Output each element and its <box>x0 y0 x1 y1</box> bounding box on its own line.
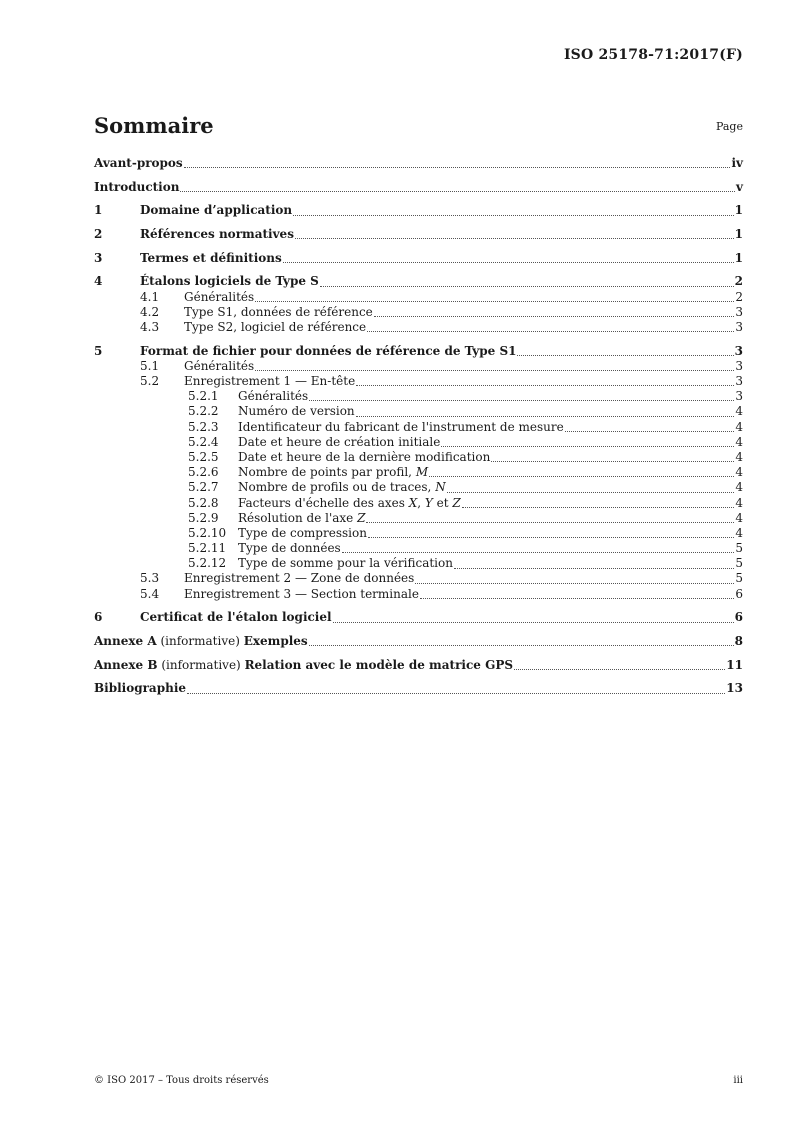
toc-entry[interactable] <box>94 511 743 526</box>
toc-entry-number: 5.2.10 <box>188 525 227 540</box>
toc-entry-title <box>184 305 373 320</box>
toc-entry-title-part: Facteurs d'échelle des axes <box>238 495 409 510</box>
toc-entry-number: 5.2.8 <box>188 495 219 510</box>
toc-entry-number: 5.2.11 <box>188 541 227 556</box>
toc-dot-leader <box>187 692 725 694</box>
toc-entry-page: 3 <box>735 389 743 404</box>
toc-entry-title-part: Z <box>357 510 366 525</box>
toc-entry-number: 4.2 <box>140 304 160 319</box>
toc-entry[interactable] <box>94 203 743 218</box>
standard-identifier: ISO 25178-71:2017(F) <box>563 47 743 63</box>
toc-entry[interactable] <box>94 420 743 435</box>
toc-entry-number: 5.1 <box>140 358 160 373</box>
toc-entry[interactable] <box>94 572 743 587</box>
toc-entry[interactable] <box>94 305 743 320</box>
toc-entry-number: 5 <box>94 343 103 358</box>
toc-dot-leader <box>447 491 735 493</box>
toc-entry[interactable] <box>94 156 743 171</box>
toc-entry-title-part: Type S1, données de référence <box>184 304 373 319</box>
toc-entry-title-part: M <box>415 465 429 480</box>
toc-dot-leader <box>309 399 734 401</box>
toc-entry-title <box>238 526 367 541</box>
toc-entry-title <box>94 180 179 195</box>
toc-entry-number: 4.3 <box>140 319 160 334</box>
toc-entry-page: 1 <box>734 227 743 242</box>
toc-entry-number: 2 <box>94 227 103 242</box>
toc-entry-title-part: Type de somme pour la vérification <box>238 556 453 571</box>
toc-entry-title <box>238 480 446 495</box>
toc-dot-leader <box>454 567 734 569</box>
toc-entry[interactable] <box>94 681 743 696</box>
toc-entry-title <box>238 465 428 480</box>
toc-dot-leader <box>283 261 734 263</box>
toc-entry-title-part: Type S2, logiciel de référence <box>184 319 367 334</box>
toc-entry-title <box>238 389 308 404</box>
toc-entry-number: 5.2.2 <box>188 404 219 419</box>
toc-entry-page: 3 <box>735 319 743 334</box>
toc-entry-title <box>238 404 355 419</box>
toc-entry-title-part: Date et heure de création initiale <box>238 434 441 449</box>
toc-entry-page: 6 <box>735 586 743 601</box>
toc-entry-number: 5.3 <box>140 571 160 586</box>
toc-entry-title <box>184 587 419 602</box>
toc-entry-title-part: Enregistrement 1 — En-tête <box>184 374 356 389</box>
toc-entry-title-part: Généralités <box>238 389 309 404</box>
toc-entry-title <box>140 610 332 625</box>
toc-entry-title <box>140 344 516 359</box>
toc-entry-title-part: N <box>435 480 446 495</box>
toc-entry-number: 5.2.12 <box>188 556 227 571</box>
toc-entry-title <box>184 290 254 305</box>
toc-entry-page: 5 <box>735 541 743 556</box>
toc-entry-title-part: Annexe B <box>94 657 158 672</box>
toc-entry-page: iv <box>731 155 743 170</box>
toc-entry[interactable] <box>94 389 743 404</box>
toc-entry-title-part: Type de compression <box>238 525 367 540</box>
toc-dot-leader <box>368 536 734 538</box>
toc-entry-page: 4 <box>735 495 743 510</box>
toc-entry-title <box>140 203 292 218</box>
toc-entry[interactable] <box>94 251 743 266</box>
toc-entry-title <box>184 571 414 586</box>
toc-entry-title-part: Type de données <box>238 541 341 556</box>
toc-entry[interactable] <box>94 180 743 195</box>
toc-dot-leader <box>462 506 735 508</box>
toc-dot-leader <box>309 644 734 646</box>
toc-entry[interactable] <box>94 374 743 389</box>
toc-entry-title-part: Z <box>452 495 461 510</box>
copyright-notice: © ISO 2017 – Tous droits réservés <box>94 1075 269 1086</box>
toc-entry-title-part: Enregistrement 2 — Zone de données <box>184 571 415 586</box>
toc-entry-number: 3 <box>94 250 103 265</box>
toc-entry-title-part: Références normatives <box>140 227 294 242</box>
toc-entry-title-part: Termes et définitions <box>140 250 282 265</box>
page-number: iii <box>733 1075 743 1086</box>
toc-entry-title <box>94 681 186 696</box>
toc-entry-number: 4.1 <box>140 289 160 304</box>
toc-dot-leader <box>441 445 734 447</box>
toc-dot-leader <box>491 460 734 462</box>
toc-entry-number: 1 <box>94 203 103 218</box>
toc-entry-title-part: Nombre de points par profil, <box>238 465 416 480</box>
toc-entry-page: v <box>736 179 743 194</box>
toc-entry-page: 13 <box>726 681 743 696</box>
toc-entry-title <box>94 156 183 171</box>
toc-entry[interactable] <box>94 480 743 495</box>
toc-entry-title <box>238 450 490 465</box>
toc-entry-page: 1 <box>734 250 743 265</box>
toc-entry-title <box>238 496 461 511</box>
toc-entry-title <box>184 320 366 335</box>
toc-entry-page: 4 <box>735 419 743 434</box>
toc-entry-page: 11 <box>726 657 743 672</box>
toc-entry-number: 5.2.4 <box>188 434 219 449</box>
toc-entry-title-part: Y <box>424 495 433 510</box>
page-column-label: Page <box>715 120 743 133</box>
toc-entry[interactable] <box>94 496 743 511</box>
toc-entry-title-part: Bibliographie <box>94 681 187 696</box>
toc-entry[interactable] <box>94 610 743 625</box>
toc-entry-number: 5.2.6 <box>188 465 219 480</box>
toc-entry-number: 5.2.1 <box>188 389 219 404</box>
page-footer <box>94 1075 743 1089</box>
toc-dot-leader <box>367 330 734 332</box>
toc-dot-leader <box>293 214 734 216</box>
toc-entry[interactable] <box>94 404 743 419</box>
toc-dot-leader <box>429 475 734 477</box>
toc-entry-title <box>238 435 440 450</box>
toc-entry-number: 5.2.5 <box>188 449 219 464</box>
toc-entry-title <box>184 359 254 374</box>
toc-dot-leader <box>420 597 734 599</box>
toc-entry-title-part: Nombre de profils ou de traces, <box>238 480 436 495</box>
toc-dot-leader <box>184 166 731 168</box>
toc-dot-leader <box>356 415 735 417</box>
toc-entry-title-part: Annexe A <box>94 634 157 649</box>
toc-entry-title-part: et <box>432 495 453 510</box>
toc-entry-page: 1 <box>734 203 743 218</box>
toc-dot-leader <box>255 300 734 302</box>
toc-entry-number: 5.2.9 <box>188 510 219 525</box>
toc-entry-page: 8 <box>734 634 743 649</box>
toc-dot-leader <box>295 237 734 239</box>
toc-entry[interactable] <box>94 658 743 673</box>
toc-entry[interactable] <box>94 450 743 465</box>
toc-entry[interactable] <box>94 634 743 649</box>
toc-entry-title-part: Relation avec le modèle de matrice GPS <box>244 657 514 672</box>
toc-entry-page: 4 <box>735 449 743 464</box>
toc-dot-leader <box>415 582 734 584</box>
toc-entry[interactable] <box>94 290 743 305</box>
toc-entry-number: 5.2.7 <box>188 480 219 495</box>
toc-entry-page: 2 <box>734 274 743 289</box>
toc-entry[interactable] <box>94 344 743 359</box>
toc-entry-title <box>140 274 319 289</box>
toc-entry-number: 5.2.3 <box>188 419 219 434</box>
toc-title: Sommaire <box>94 113 214 138</box>
toc-entry-title-part: (informative) <box>157 657 245 672</box>
toc-dot-leader <box>180 190 735 192</box>
toc-entry-page: 4 <box>735 404 743 419</box>
toc-entry-title <box>238 511 365 526</box>
toc-entry-title <box>238 541 341 556</box>
toc-entry-number: 4 <box>94 274 103 289</box>
toc-entry[interactable] <box>94 227 743 242</box>
toc-dot-leader <box>565 430 735 432</box>
toc-entry-title-part: Format de fichier pour données de référence de Type S1 <box>140 343 517 358</box>
toc-entry-title <box>140 227 294 242</box>
toc-entry-page: 5 <box>735 571 743 586</box>
toc-entry-title-part: Numéro de version <box>238 404 355 419</box>
toc-entry-page: 4 <box>735 434 743 449</box>
toc-entry-page: 3 <box>735 358 743 373</box>
toc-entry[interactable] <box>94 556 743 571</box>
toc-entry-title <box>184 374 355 389</box>
toc-entry-title-part: , <box>417 495 425 510</box>
toc-entry-page: 4 <box>735 465 743 480</box>
toc-entry-title-part: Avant-propos <box>94 155 183 170</box>
toc-entry-title-part: X <box>408 495 418 510</box>
toc-entry[interactable] <box>94 465 743 480</box>
toc-entry[interactable] <box>94 320 743 335</box>
toc-dot-leader <box>514 668 725 670</box>
toc-dot-leader <box>374 315 735 317</box>
toc-entry[interactable] <box>94 274 743 289</box>
toc-entry[interactable] <box>94 435 743 450</box>
toc-entry-page: 5 <box>735 556 743 571</box>
toc-entry-title <box>238 556 453 571</box>
toc-entry[interactable] <box>94 359 743 374</box>
toc-entry-title-part: Étalons logiciels de Type S <box>140 274 319 289</box>
toc-entry-page: 3 <box>735 374 743 389</box>
toc-dot-leader <box>517 354 733 356</box>
table-of-contents <box>94 156 743 697</box>
toc-entry-title <box>238 420 564 435</box>
toc-entry-title <box>94 658 513 673</box>
toc-entry[interactable] <box>94 587 743 602</box>
toc-entry-title-part: Résolution de l'axe <box>238 510 358 525</box>
toc-entry-title-part: Introduction <box>94 179 180 194</box>
toc-entry[interactable] <box>94 541 743 556</box>
toc-dot-leader <box>366 521 734 523</box>
toc-entry-title-part: Date et heure de la dernière modification <box>238 449 491 464</box>
toc-entry-title-part: Enregistrement 3 — Section terminale <box>184 586 419 601</box>
toc-entry-title-part: (informative) <box>156 634 244 649</box>
toc-entry-page: 2 <box>735 289 743 304</box>
toc-entry-page: 3 <box>734 343 743 358</box>
toc-dot-leader <box>320 285 734 287</box>
toc-dot-leader <box>333 621 734 623</box>
toc-dot-leader <box>255 369 734 371</box>
toc-entry-title-part: Domaine d’application <box>140 203 293 218</box>
toc-entry-title <box>140 251 282 266</box>
toc-entry-page: 4 <box>735 510 743 525</box>
toc-entry-page: 3 <box>735 304 743 319</box>
toc-dot-leader <box>356 384 734 386</box>
toc-entry-page: 4 <box>735 525 743 540</box>
toc-entry-number: 6 <box>94 610 103 625</box>
toc-dot-leader <box>342 551 735 553</box>
toc-entry-title-part: Certificat de l'étalon logiciel <box>140 610 332 625</box>
toc-entry-title-part: Généralités <box>184 358 255 373</box>
toc-entry[interactable] <box>94 526 743 541</box>
toc-entry-number: 5.4 <box>140 586 160 601</box>
toc-entry-title-part: Généralités <box>184 289 255 304</box>
toc-entry-page: 4 <box>735 480 743 495</box>
toc-entry-number: 5.2 <box>140 374 160 389</box>
toc-entry-title <box>94 634 308 649</box>
toc-entry-title-part: Exemples <box>243 634 308 649</box>
toc-entry-title-part: Identificateur du fabricant de l'instrument de mesure <box>238 419 564 434</box>
toc-title-row <box>94 113 743 143</box>
toc-entry-page: 6 <box>734 610 743 625</box>
